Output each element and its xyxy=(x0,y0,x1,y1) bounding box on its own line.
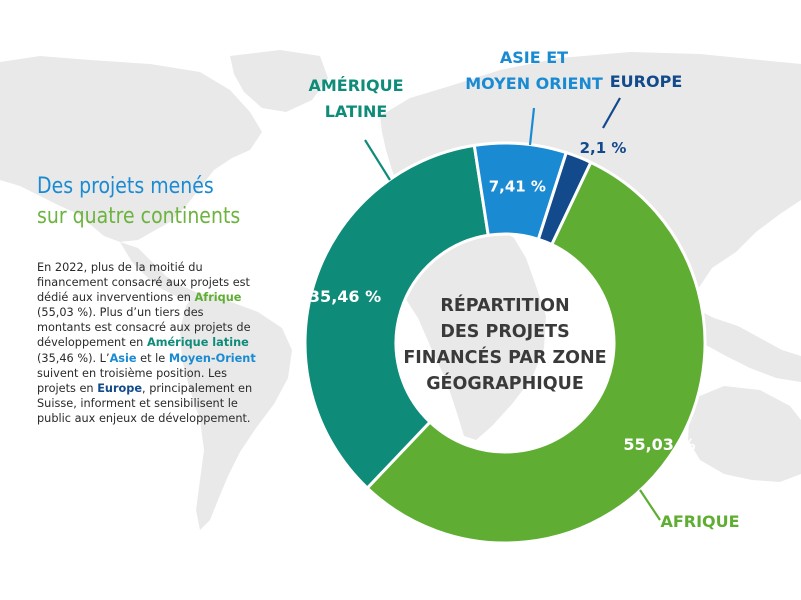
title-line-2: sur quatre continents xyxy=(37,204,241,229)
value-label-amerique-latine: 35,46 % xyxy=(308,286,382,306)
category-label-europe xyxy=(610,72,683,91)
page-title xyxy=(37,172,261,232)
category-label-line: LATINE xyxy=(324,102,388,121)
body-keyword-afrique: Afrique xyxy=(194,291,242,305)
body-text-3: (35,46 %). L’ xyxy=(37,351,110,365)
center-title-line: GÉOGRAPHIQUE xyxy=(426,374,584,394)
category-label-line: AFRIQUE xyxy=(660,512,740,531)
title-line-1: Des projets menés xyxy=(37,174,214,199)
body-text-5: suivent en troisième position. Les projets en xyxy=(37,366,227,395)
category-label-line: AMÉRIQUE xyxy=(308,76,404,95)
body-text-1: En 2022, plus de la moitié du financement consacré aux projets est dédié aux inverventions en xyxy=(37,261,250,305)
center-title-line: DES PROJETS xyxy=(440,322,570,342)
body-keyword-moyen-orient: Moyen-Orient xyxy=(168,351,256,365)
body-keyword-asie: Asie xyxy=(109,351,137,365)
center-title-line: RÉPARTITION xyxy=(440,296,570,316)
body-keyword-amerique: Amérique latine xyxy=(146,336,249,350)
category-label-line: MOYEN ORIENT xyxy=(465,74,603,93)
value-label-asie-et-moyen-orient: 7,41 % xyxy=(488,177,546,196)
body-paragraph xyxy=(37,260,259,426)
map-australia xyxy=(688,386,801,482)
category-label-line: EUROPE xyxy=(609,72,683,91)
value-label-afrique: 55,03 % xyxy=(623,434,696,454)
body-text-6: , principalement en Suisse, informent et sensibilisent le public aux enjeux de développement. xyxy=(37,381,253,425)
value-label-europe: 2,1 % xyxy=(579,139,627,157)
body-keyword-europe: Europe xyxy=(97,381,143,395)
category-label-afrique xyxy=(660,512,739,531)
body-text-2: (55,03 %). Plus d’un tiers des montants est consacré aux projets de développement en xyxy=(37,306,251,350)
connector-afrique xyxy=(640,490,660,520)
category-label-line: ASIE ET xyxy=(499,48,569,67)
body-text-4: et le xyxy=(140,351,166,365)
center-title-line: FINANCÉS PAR ZONE xyxy=(403,348,607,368)
